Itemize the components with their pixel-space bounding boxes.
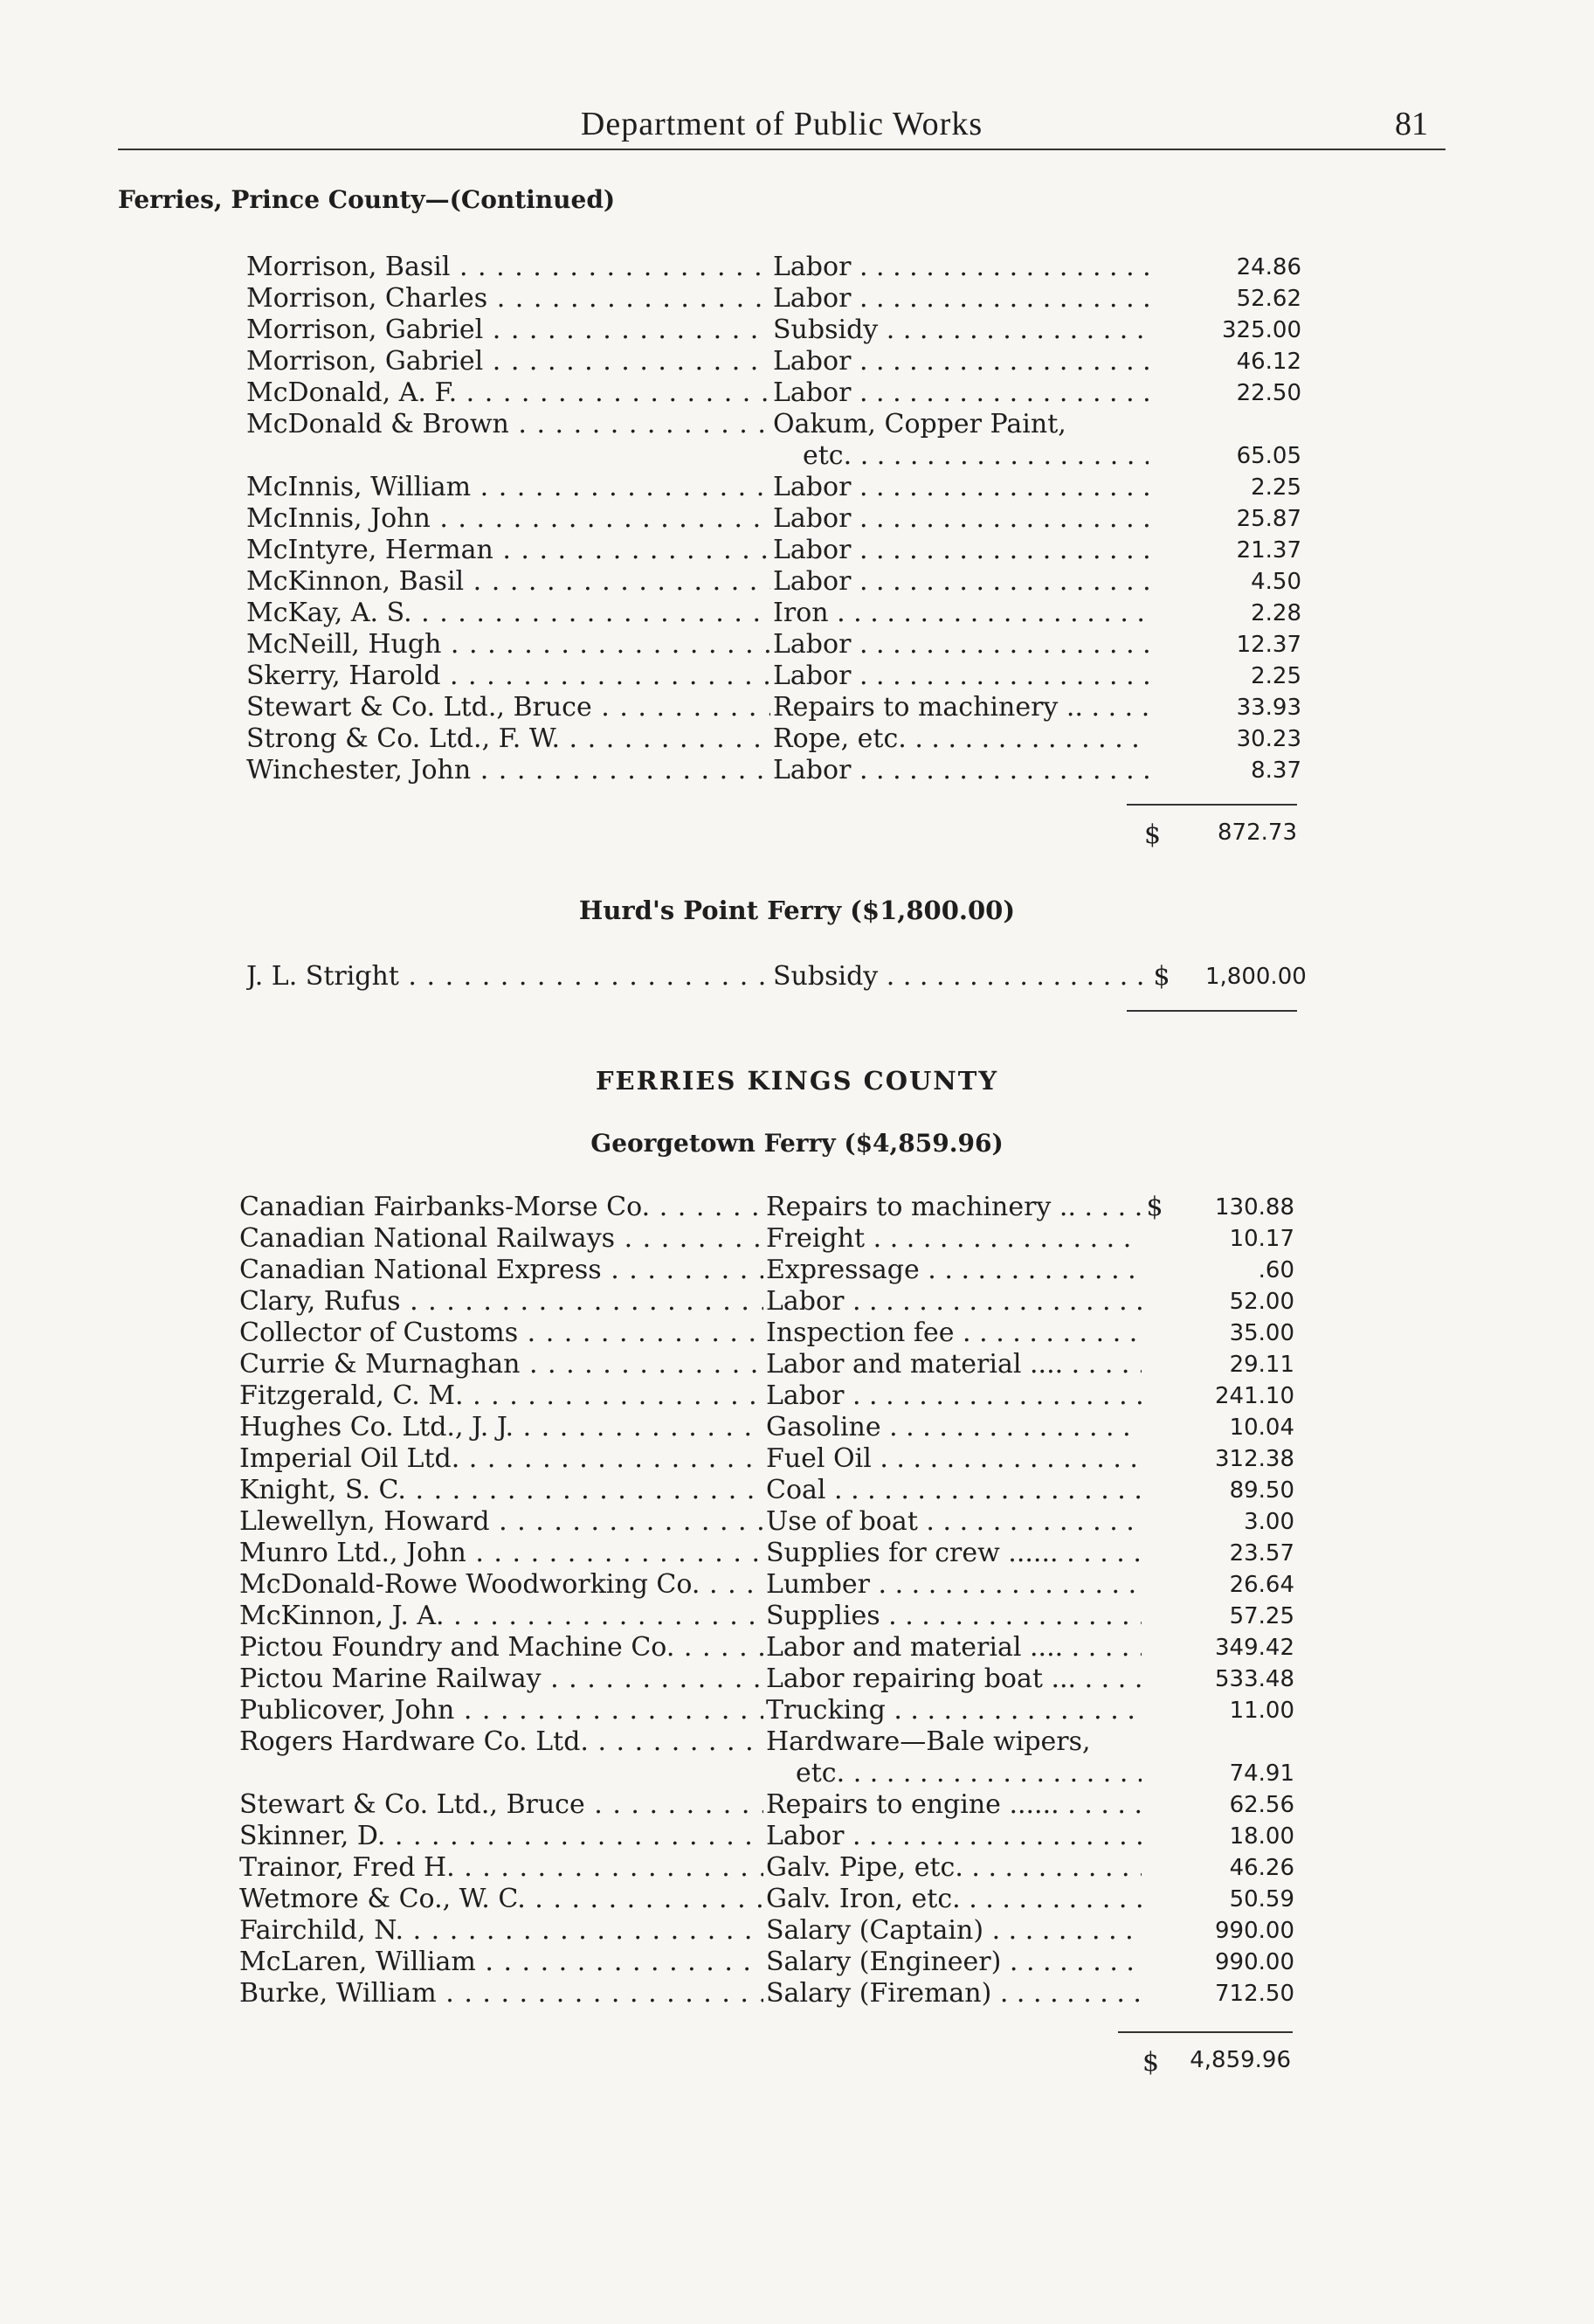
payment-description: Labor . . . [773,472,1149,503]
payment-amount: 241.10 [1198,1380,1294,1412]
payment-description: Gasoline . . . [766,1412,1142,1443]
payment-amount: 26.64 [1198,1569,1294,1601]
payment-amount: 74.91 [1198,1758,1294,1789]
heading-georgetown-ferry: Georgetown Ferry ($4,859.96) [590,1129,1004,1158]
total-currency: $ [1142,2047,1160,2078]
ledger-row [236,283,1301,315]
ledger-row [229,1726,1294,1789]
payee-name: McKinnon, J. A. . . . [239,1601,763,1632]
payee-name: McIntyre, Herman . . . [246,535,770,566]
total-georgetown [1142,2047,1159,2078]
payment-description: Salary (Engineer) . . . [766,1947,1142,1978]
payment-description: Labor . . . [766,1380,1142,1412]
payment-amount: 65.05 [1205,440,1301,472]
payment-description: Labor . . . [773,755,1149,786]
heading-ferries-kings-county: FERRIES KINGS COUNTY [595,1066,999,1096]
payment-amount: 12.37 [1205,629,1301,661]
payment-amount: 29.11 [1198,1349,1294,1380]
payee-name: Skerry, Harold . . . [246,661,770,692]
payment-amount: 18.00 [1198,1821,1294,1852]
payment-description: Salary (Captain) . . . [766,1915,1142,1947]
payee-name: Llewellyn, Howard . . . [239,1506,763,1538]
ledger-row [229,1412,1294,1443]
ledger-row [236,315,1301,346]
ledger-row [236,755,1301,786]
ledger-hurds-point [236,961,1307,993]
ledger-row [229,1821,1294,1852]
payment-amount: 46.26 [1198,1852,1294,1884]
payment-description: Salary (Fireman) . . . [766,1978,1142,2009]
payment-amount: 8.37 [1205,755,1301,786]
payment-amount: 11.00 [1198,1695,1294,1726]
payee-name: Strong & Co. Ltd., F. W. . . . [246,723,770,755]
payment-description: Labor . . . [773,503,1149,535]
payment-description: Iron . . . [773,598,1149,629]
ledger-prince-county [236,252,1301,786]
payee-name: Currie & Murnaghan . . . [239,1349,763,1380]
payment-amount: 4.50 [1205,566,1301,598]
ledger-row [229,1223,1294,1255]
ledger-row [229,1443,1294,1475]
payment-amount: .60 [1198,1255,1294,1286]
payment-description: Labor . . . [773,377,1149,409]
payee-name: Skinner, D. . . . [239,1821,763,1852]
ledger-row [236,503,1301,535]
ledger-row [236,472,1301,503]
payment-description: Labor . . . [766,1286,1142,1318]
payment-amount: 22.50 [1205,377,1301,409]
payee-name: Imperial Oil Ltd. . . . [239,1443,763,1475]
payment-amount: 25.87 [1205,503,1301,535]
payment-amount: 30.23 [1205,723,1301,755]
payment-description: Labor and material .... . . . [766,1632,1142,1663]
ledger-row [236,566,1301,598]
ledger-row [229,1255,1294,1286]
payment-description: Repairs to engine ...... . . . [766,1789,1142,1821]
payment-amount: 33.93 [1205,692,1301,723]
total-prince-county [1144,820,1161,850]
ledger-row [229,1318,1294,1349]
payment-amount: 46.12 [1205,346,1301,377]
payment-description-continued: etc. . . . [766,1758,1142,1789]
payee-name: McDonald-Rowe Woodworking Co. . . . [239,1569,763,1601]
payment-description: Labor . . . [773,252,1149,283]
ledger-row [229,1349,1294,1380]
payment-description: Labor . . . [773,535,1149,566]
payment-amount: 10.04 [1198,1412,1294,1443]
payment-description: Labor . . . [773,346,1149,377]
payment-amount: 50.59 [1198,1884,1294,1915]
payment-amount: 1,800.00 [1205,961,1301,993]
payment-description: Subsidy . . . [773,315,1149,346]
payment-description: Repairs to machinery .. . . . [773,692,1149,723]
payment-description: Galv. Iron, etc. . . . [766,1884,1142,1915]
payment-description: Labor and material .... . . . [766,1349,1142,1380]
payment-description-continued: etc. . . . [773,440,1149,472]
payee-name: Clary, Rufus . . . [239,1286,763,1318]
ledger-row [229,1286,1294,1318]
payment-description: Labor . . . [773,629,1149,661]
payee-name: Pictou Foundry and Machine Co. . . . [239,1632,763,1663]
ledger-row [229,1538,1294,1569]
payment-amount: 10.17 [1198,1223,1294,1255]
ledger-row [236,661,1301,692]
payment-amount: 3.00 [1198,1506,1294,1538]
payment-description: Use of boat . . . [766,1506,1142,1538]
payment-amount: 57.25 [1198,1601,1294,1632]
payee-name: Morrison, Gabriel . . . [246,346,770,377]
payment-description: Repairs to machinery .. . . . [766,1192,1142,1223]
payment-amount: 990.00 [1198,1915,1294,1947]
total-currency: $ [1144,820,1162,850]
payment-amount: 21.37 [1205,535,1301,566]
payment-description: Coal . . . [766,1475,1142,1506]
payee-name: Rogers Hardware Co. Ltd. . . . [239,1726,763,1758]
ledger-row [229,1695,1294,1726]
payment-description: Rope, etc. . . . [773,723,1149,755]
payee-name: McInnis, John . . . [246,503,770,535]
payment-description: Subsidy . . . [773,961,1149,993]
ledger-row [236,377,1301,409]
payee-name: Morrison, Basil . . . [246,252,770,283]
payment-amount: 2.28 [1205,598,1301,629]
ledger-row [236,598,1301,629]
ledger-row [229,1601,1294,1632]
payee-name: Fitzgerald, C. M. . . . [239,1380,763,1412]
ledger-row [229,1192,1294,1223]
ledger-row [229,1789,1294,1821]
ledger-row [236,629,1301,661]
currency-symbol: $ [1149,961,1175,993]
payment-description: Supplies for crew ...... . . . [766,1538,1142,1569]
payment-description: Expressage . . . [766,1255,1142,1286]
running-header [118,96,1446,150]
payee-name: McInnis, William . . . [246,472,770,503]
ledger-georgetown-ferry [229,1192,1294,2009]
payment-description: Galv. Pipe, etc. . . . [766,1852,1142,1884]
payment-description: Labor . . . [766,1821,1142,1852]
ledger-row [229,1884,1294,1915]
payment-description: Freight . . . [766,1223,1142,1255]
ledger-row [229,1506,1294,1538]
ledger-row [229,1663,1294,1695]
payee-name: Canadian National Railways . . . [239,1223,763,1255]
ledger-row [229,1947,1294,1978]
ledger-row [229,1852,1294,1884]
payment-description: Fuel Oil . . . [766,1443,1142,1475]
payee-name: McKay, A. S. . . . [246,598,770,629]
payment-description: Labor . . . [773,283,1149,315]
ledger-row [236,723,1301,755]
payment-amount: 35.00 [1198,1318,1294,1349]
payment-amount: 712.50 [1198,1978,1294,2009]
page-number: 81 [1395,106,1428,142]
payee-name: McDonald & Brown . . . [246,409,770,440]
ledger-row [229,1632,1294,1663]
ledger-row [236,961,1307,993]
payee-name: Knight, S. C. . . . [239,1475,763,1506]
payee-name: Pictou Marine Railway . . . [239,1663,763,1695]
payee-name: McNeill, Hugh . . . [246,629,770,661]
ledger-row [229,1475,1294,1506]
payment-amount: 349.42 [1198,1632,1294,1663]
currency-symbol: $ [1142,1192,1168,1223]
payment-amount: 312.38 [1198,1443,1294,1475]
payment-description: Oakum, Copper Paint, [773,409,1066,439]
payee-name: McKinnon, Basil . . . [246,566,770,598]
payee-name: Trainor, Fred H. . . . [239,1852,763,1884]
payment-amount: 533.48 [1198,1663,1294,1695]
payment-description: Hardware—Bale wipers, [766,1726,1091,1757]
payee-name: Morrison, Charles . . . [246,283,770,315]
payment-description: Inspection fee . . . [766,1318,1142,1349]
payment-description: Labor . . . [773,661,1149,692]
ledger-row [229,1915,1294,1947]
payee-name: Morrison, Gabriel . . . [246,315,770,346]
payee-name: Collector of Customs . . . [239,1318,763,1349]
ledger-row [236,252,1301,283]
payment-description: Labor repairing boat ... . . . [766,1663,1142,1695]
payee-name: Wetmore & Co., W. C. . . . [239,1884,763,1915]
ledger-row [229,1978,1294,2009]
ledger-row [236,409,1301,472]
payment-amount: 52.00 [1198,1286,1294,1318]
running-title: Department of Public Works [580,106,983,142]
total-rule [1127,1010,1297,1012]
payee-name: Fairchild, N. . . . [239,1915,763,1947]
payee-name: McLaren, William . . . [239,1947,763,1978]
payment-amount: 24.86 [1205,252,1301,283]
payee-name: Publicover, John . . . [239,1695,763,1726]
payment-amount: 52.62 [1205,283,1301,315]
heading-hurds-point-ferry: Hurd's Point Ferry ($1,800.00) [578,896,1016,925]
payee-name: Canadian National Express . . . [239,1255,763,1286]
total-rule [1127,804,1297,806]
ledger-row [229,1569,1294,1601]
payee-name: Burke, William . . . [239,1978,763,2009]
payment-description: Lumber . . . [766,1569,1142,1601]
payment-amount: 23.57 [1198,1538,1294,1569]
total-amount: 4,859.96 [1190,2047,1291,2073]
total-rule [1118,2031,1293,2033]
payment-amount: 130.88 [1198,1192,1294,1223]
payee-name: Munro Ltd., John . . . [239,1538,763,1569]
payment-amount: 89.50 [1198,1475,1294,1506]
payment-amount: 990.00 [1198,1947,1294,1978]
payment-description: Labor . . . [773,566,1149,598]
ledger-row [236,346,1301,377]
payment-description: Supplies . . . [766,1601,1142,1632]
payee-name: McDonald, A. F. . . . [246,377,770,409]
payee-name: Stewart & Co. Ltd., Bruce . . . [239,1789,763,1821]
payee-name: Winchester, John . . . [246,755,770,786]
payee-name: Canadian Fairbanks-Morse Co. . . . [239,1192,763,1223]
payment-amount: 62.56 [1198,1789,1294,1821]
payee-name: J. L. Stright . . . [246,961,770,993]
payment-description: Trucking . . . [766,1695,1142,1726]
ledger-row [229,1380,1294,1412]
payment-amount: 2.25 [1205,661,1301,692]
total-amount: 872.73 [1218,820,1297,846]
payee-name: Stewart & Co. Ltd., Bruce . . . [246,692,770,723]
payment-amount: 325.00 [1205,315,1301,346]
section-heading-prince-county: Ferries, Prince County—(Continued) [118,185,616,214]
payment-amount: 2.25 [1205,472,1301,503]
ledger-row [236,692,1301,723]
payee-name: Hughes Co. Ltd., J. J. . . . [239,1412,763,1443]
ledger-row [236,535,1301,566]
